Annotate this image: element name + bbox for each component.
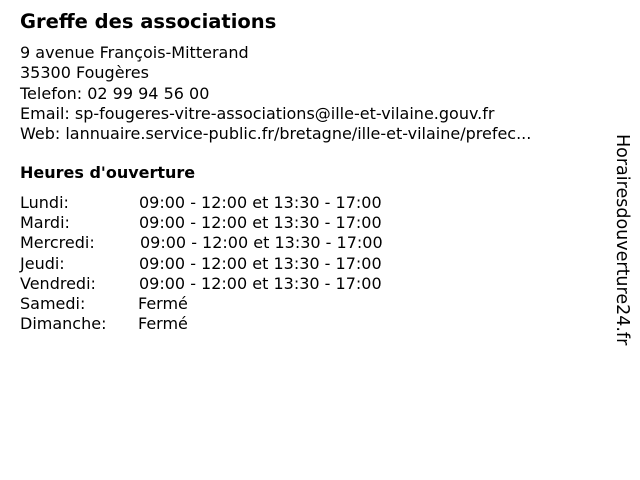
day-label: Lundi: bbox=[20, 193, 69, 212]
hours-value: Fermé bbox=[138, 293, 188, 313]
day-label: Vendredi: bbox=[20, 273, 96, 293]
hours-value: 09:00 - 12:00 et 13:30 - 17:00 bbox=[140, 233, 383, 253]
day-label: Samedi: bbox=[20, 293, 86, 313]
phone-number: Telefon: 02 99 94 56 00 bbox=[20, 83, 210, 103]
day-label: Dimanche: bbox=[20, 314, 107, 334]
hours-value: 09:00 - 12:00 et 13:30 - 17:00 bbox=[139, 193, 382, 212]
day-label: Jeudi: bbox=[20, 253, 65, 273]
contact-info bbox=[20, 43, 531, 144]
hours-value: 09:00 - 12:00 et 13:30 - 17:00 bbox=[139, 253, 382, 273]
hours-heading: Heures d'ouverture bbox=[20, 163, 196, 182]
website-url: Web: lannuaire.service-public.fr/bretagne/ille-et-vilaine/prefec... bbox=[20, 124, 532, 144]
day-label: Mercredi: bbox=[20, 233, 95, 253]
address-street: 9 avenue François-Mitterand bbox=[20, 43, 249, 62]
site-watermark: Horairesdouverture24.fr bbox=[612, 134, 632, 346]
address-city: 35300 Fougères bbox=[20, 63, 149, 83]
hours-value: 09:00 - 12:00 et 13:30 - 17:00 bbox=[139, 273, 382, 293]
day-label: Mardi: bbox=[20, 213, 70, 233]
email-address: Email: sp-fougeres-vitre-associations@ille-et-vilaine.gouv.fr bbox=[20, 103, 495, 123]
hours-value: 09:00 - 12:00 et 13:30 - 17:00 bbox=[139, 213, 382, 233]
page-title: Greffe des associations bbox=[20, 10, 277, 33]
hours-value: Fermé bbox=[138, 314, 188, 334]
